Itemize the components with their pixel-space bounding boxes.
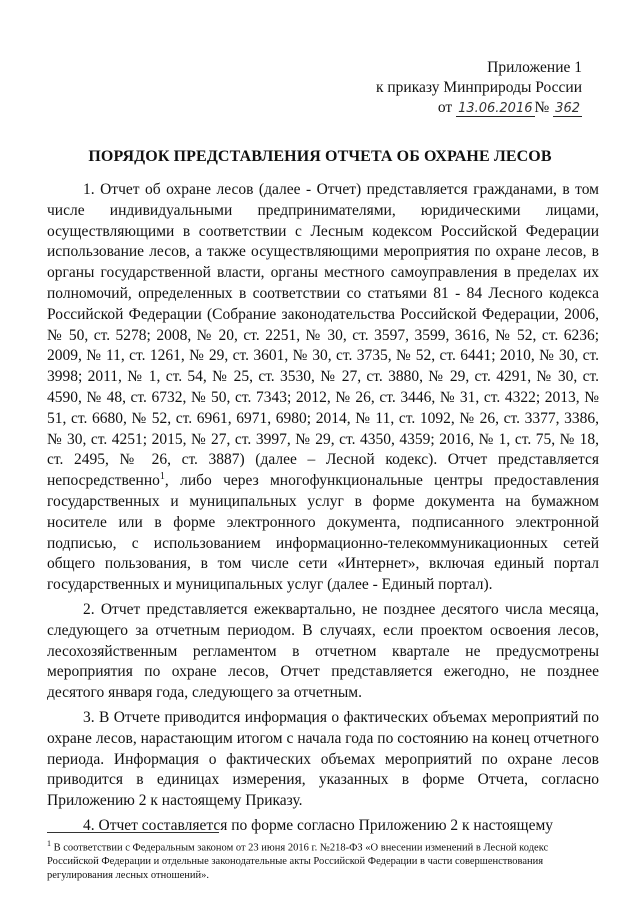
appendix-label: Приложение 1 — [487, 59, 582, 76]
from-label: от — [437, 99, 453, 116]
document-title: ПОРЯДОК ПРЕДСТАВЛЕНИЯ ОТЧЕТА ОБ ОХРАНЕ ЛЕСОВ — [88, 148, 552, 165]
paragraph-2: 2. Отчет представляется ежеквартально, не позднее десятого числа месяца, следующего за отчетным периодом. В случаях, если проектом освоения лесов, лесохозяйственным регламентом в отчетном квартале не предусмотрены мероприятия по охране лесов, Отчет представляется ежегодно, не позднее десятого января года, следующего за отчетным. — [47, 600, 599, 702]
paragraph-1 — [47, 180, 599, 596]
appendix-header — [376, 58, 582, 118]
paragraph-1-text-b: , либо через многофункциональные центры предоставления государственных и муниципальных услуг в форме документа на бумажном носителе или в форме электронного документа, подписанного электронной подписью, с использованием информационно-телекоммуникационных сетей общего пользования, в том числе сети «Интернет», включая единый портал государственных и муниципальных услуг (далее - Единый портал). — [47, 472, 599, 594]
footnote — [47, 837, 599, 882]
document-body — [47, 180, 599, 841]
handwritten-number: 362 — [555, 101, 580, 116]
footnote-text: В соответствии с Федеральным законом от 23 июня 2016 г. №218-ФЗ «О внесении изменений в Лесной кодекс Российской Федерации и отдельные законодательные акты Российской Федерации в части совершенствования регулирования лесных отношений». — [47, 842, 549, 881]
order-date-line — [438, 98, 582, 118]
handwritten-date: 13.06.2016 — [458, 101, 533, 116]
footnote-reference: 1 — [159, 471, 165, 482]
footnote-separator — [47, 832, 219, 833]
paragraph-4: 4. Отчет составляется по форме согласно Приложению 2 к настоящему — [83, 816, 554, 834]
order-reference: к приказу Минприроды России — [375, 79, 582, 96]
paragraph-3: 3. В Отчете приводится информация о фактических объемах мероприятий по охране лесов, нарастающим итогом с начала года по состоянию на конец отчетного периода. Информация о фактических объемах мероприятий по охране лесов приводится в единицах измерения, указанных в форме Отчета, согласно Приложению 2 к настоящему Приказу. — [47, 708, 599, 810]
paragraph-1-text-a: 1. Отчет об охране лесов (далее - Отчет) представляется гражданами, в том числе индивидуальными предпринимателями, юридическими лицами, осуществляющими в соответствии с Лесным кодексом Российской Федерации использование лесов, а также осуществляющими мероприятия по охране лесов, в органы государственной власти, органы местного самоуправления в пределах их полномочий, определенных в соответствии со статьями 81 - 84 Лесного кодекса Российской Федерации (Собрание законодательства Российской Федерации, 2006, № 50, ст. 5278; 2008, № 20, ст. 2251, № 30, ст. 3597, 3599, 3616, № 52, ст. 6236; 2009, № 11, ст. 1261, № 29, ст. 3601, № 30, ст. 3735, № 52, ст. 6441; 2010, № 30, ст. 3998; 2011, № 1, ст. 54, № 25, ст. 3530, № 27, ст. 3880, № 29, ст. 4291, № 30, ст. 4590, № 48, ст. 6732, № 50, ст. 7343; 2012, № 26, ст. 3446, № 31, ст. 4322; 2013, № 51, ст. 6680, № 52, ст. 6961, 6971, 6980; 2014, № 11, ст. 1092, № 26, ст. 3377, 3386, № 30, ст. 4251; 2015, № 27, ст. 3997, № 29, ст. 4350, 4359; 2016, № 1, ст. 75, № 18, ст. 2495, № 26, ст. 3887) (далее – Лесной кодекс). Отчет представляется непосредственно — [47, 181, 599, 490]
footnote-mark: 1 — [47, 839, 51, 848]
number-label: № — [534, 99, 550, 116]
